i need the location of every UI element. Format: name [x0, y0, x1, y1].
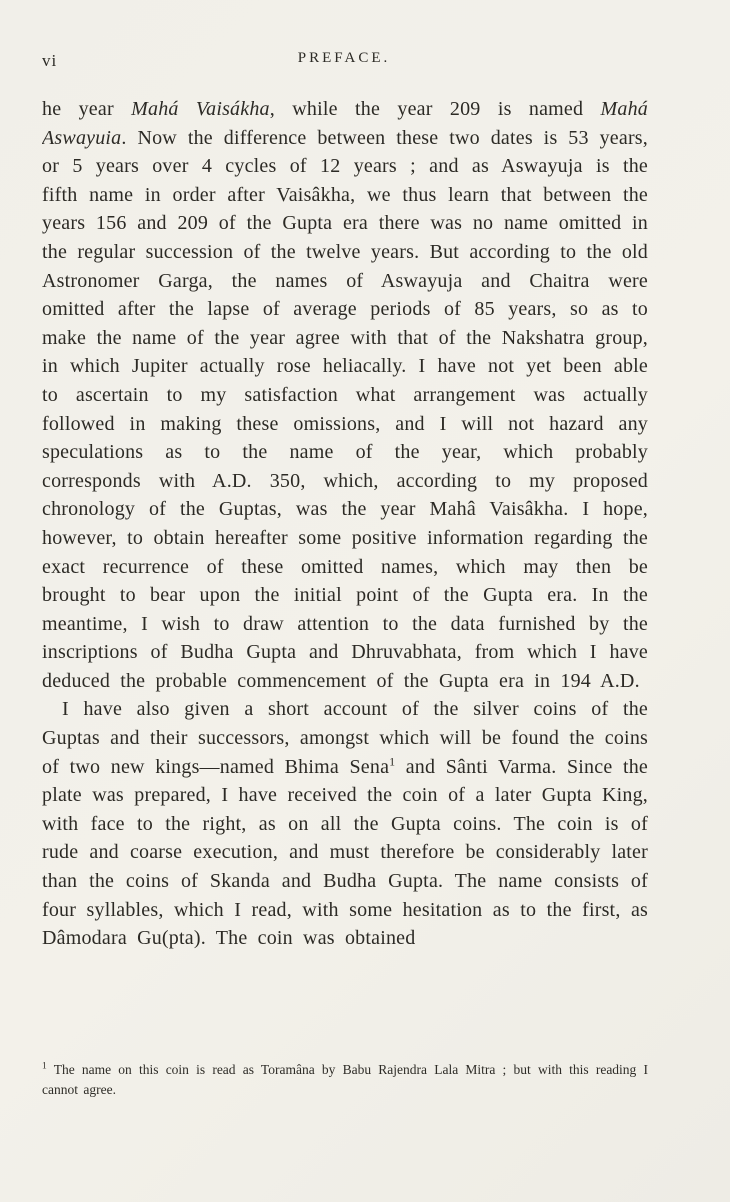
page-number: vi	[42, 51, 58, 70]
p2-segment-1: I have also given a short account of the silver coins of the Guptas and their successors, amongst which will be found the coins of two new kings—named Bhima Sena	[42, 698, 648, 778]
running-header-title: PREFACE.	[297, 50, 391, 66]
page-header	[42, 50, 646, 72]
p1-italic-maha-vaisakha: Mahá Vaisákha	[131, 98, 270, 120]
p1-segment-3: . Now the difference between these two dates is 53 years, or 5 years over 4 cycles of 12 years ; and as Aswayuja is the fifth name in order after Vaisâkha, we thus learn that between the years 156 and 209 of the Gupta era there was no name omitted in the regular succession of the twelve years. But according to the old Astronomer Garga, the names of Aswayuja and Chaitra were omitted after the lapse of average periods of 85 years, so as to make the name of the year agree with that of the Nakshatra group, in which Jupiter actually rose heliacally. I have not yet been able to ascertain to my satisfaction what arrangement was actually followed in making these omissions, and I will not hazard any speculations as to the name of the year, which probably corresponds with A.D. 350, which, according to my proposed chronology of the Guptas, was the year Mahâ Vaisâkha. I hope, however, to obtain hereafter some positive information regarding the exact recurrence of these omitted names, which may then be brought to bear upon the initial point of the Gupta era. In the meantime, I wish to draw attention to the data furnished by the inscriptions of Budha Gupta and Dhruvabhata, from which I have deduced the probable commencement of the Gupta era in 194 A.D.	[42, 126, 648, 692]
paragraph-1	[42, 95, 648, 695]
paragraph-2	[42, 695, 648, 952]
p1-italic-maha-aswayuia: Mahá Aswayuia	[42, 98, 648, 149]
p1-segment-1: he year	[42, 98, 132, 120]
p2-segment-2: and Sânti Varma. Since the plate was prepared, I have received the coin of a later Gupta King, with face to the right, as on all the Gupta coins. The coin is of rude and coarse execution, and must therefore be considerably later than the coins of Skanda and Budha Gupta. The name consists of four syllables, which I read, with some hesitation as to the first, as Dâmodara Gu(pta). The coin was obtained	[42, 755, 648, 950]
p1-segment-2: , while the year 209 is named	[269, 98, 601, 120]
footnote-reference-marker: 1	[389, 754, 396, 768]
footnote-marker: 1	[42, 1061, 47, 1072]
footnote	[42, 1060, 648, 1100]
footnote-text: The name on this coin is read as Toramâna by Babu Rajendra Lala Mitra ; but with this reading I cannot agree.	[42, 1062, 648, 1097]
body-text	[42, 95, 648, 953]
